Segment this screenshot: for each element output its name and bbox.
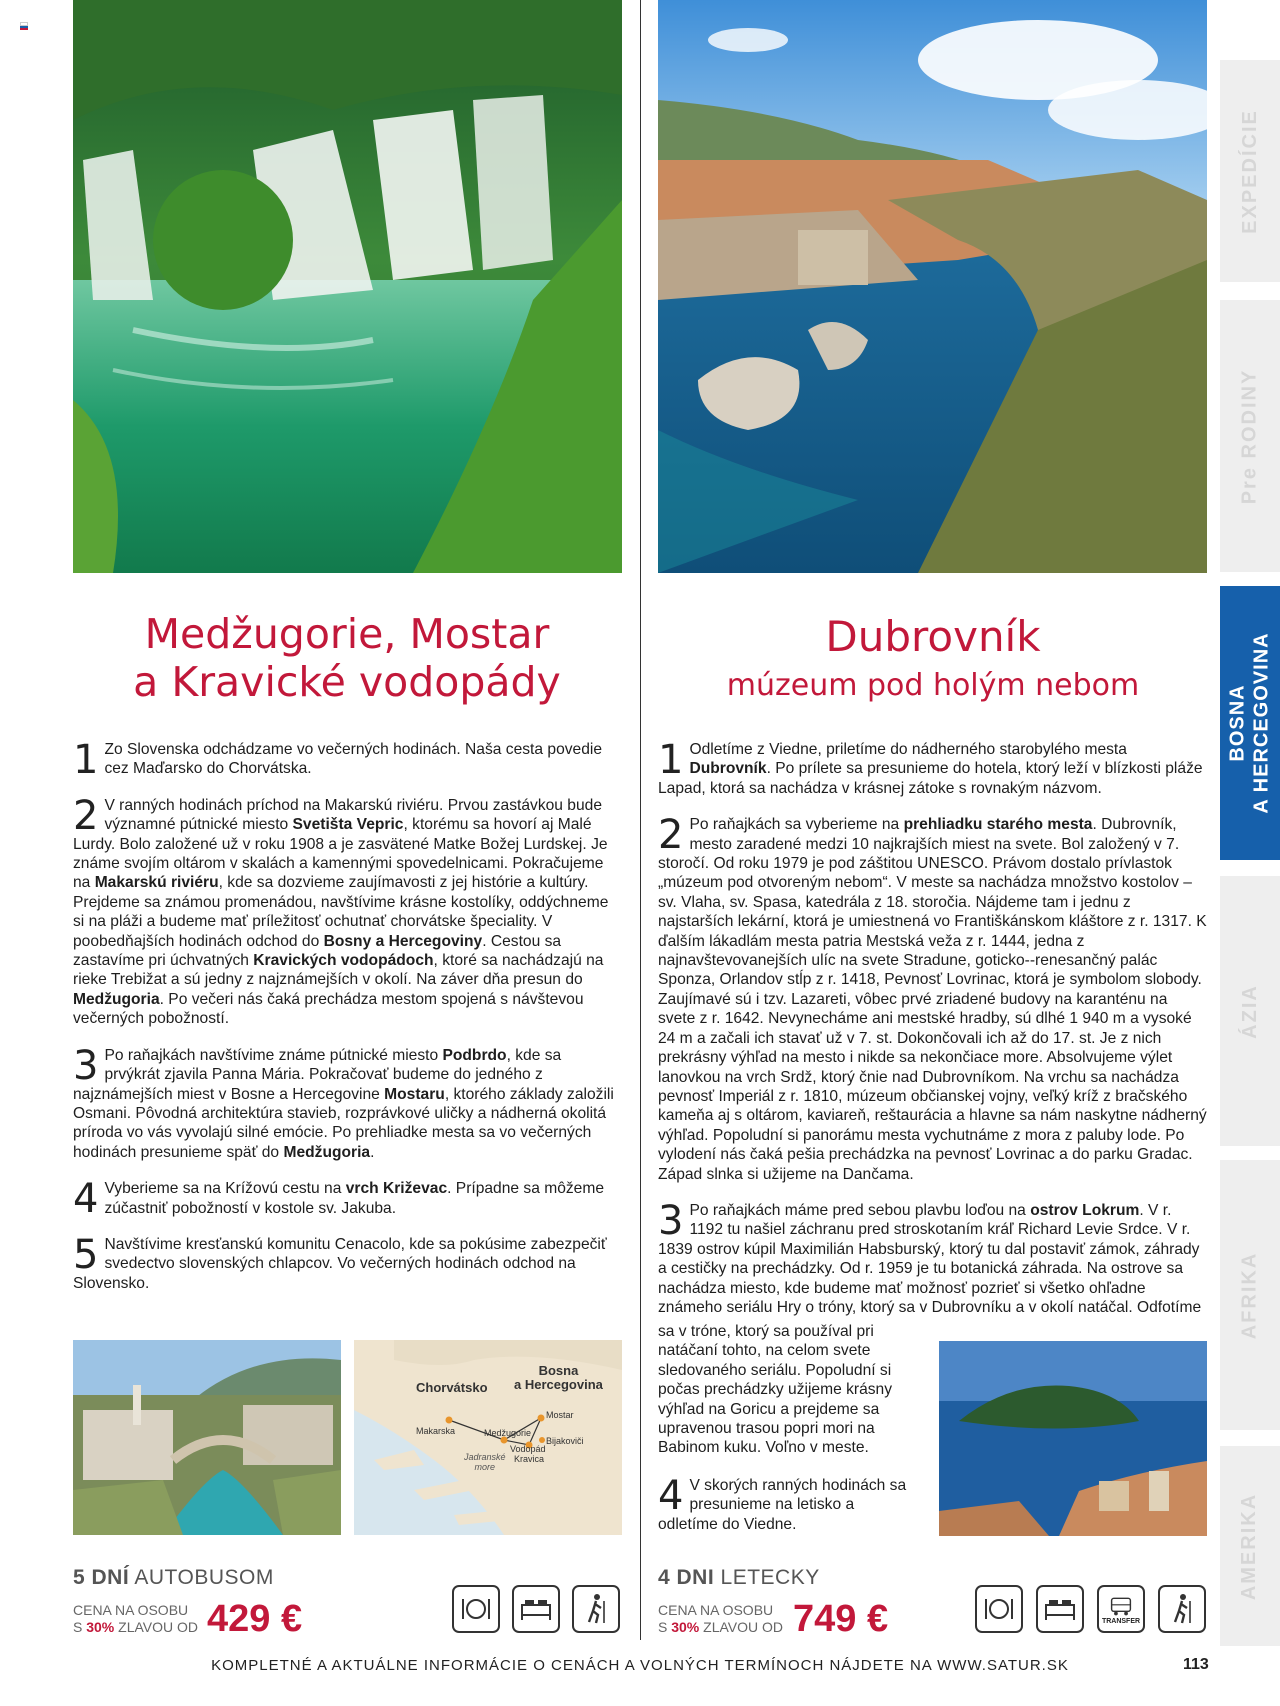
map-label-sea bbox=[464, 1452, 506, 1472]
transfer-label: TRANSFER bbox=[1101, 1617, 1141, 1625]
map-label-country-bih bbox=[514, 1364, 603, 1392]
day-number: 4 bbox=[73, 1176, 99, 1223]
day-number: 4 bbox=[658, 1473, 684, 1519]
side-tab-afrika[interactable] bbox=[1220, 1160, 1280, 1430]
price-discount-right: 30% bbox=[671, 1619, 700, 1635]
itinerary-day bbox=[73, 1176, 618, 1223]
side-tab-expedicie[interactable] bbox=[1220, 60, 1280, 282]
side-tab-afrika-label: AFRIKA bbox=[1238, 1251, 1261, 1339]
map-label-medzugorie: Medžugorie bbox=[484, 1428, 532, 1438]
price-label-left-line1: CENA NA OSOBU bbox=[73, 1602, 189, 1618]
day-number: 3 bbox=[658, 1197, 684, 1244]
duration-right-days: 4 DNI bbox=[658, 1566, 715, 1589]
day-text: Navštívime kresťanskú komunitu Cenacolo, kde sa pokúsime zabezpečiť svedectvo slovenských chlapcov. Vo večerných hodinách odchod na Slovensko. bbox=[73, 1235, 607, 1292]
side-tab-pre-rodiny[interactable] bbox=[1220, 300, 1280, 572]
itinerary-day bbox=[658, 1322, 908, 1458]
itinerary-day bbox=[73, 792, 618, 1029]
side-tab-bosna-hercegovina[interactable] bbox=[1220, 586, 1280, 860]
mostar-bridge-photo bbox=[73, 1340, 341, 1535]
itinerary-day bbox=[658, 1197, 1208, 1317]
side-tab-amerika-label: AMERIKA bbox=[1238, 1492, 1261, 1600]
side-tab-expedicie-label: EXPEDÍCIE bbox=[1238, 108, 1261, 234]
itinerary-right-wrap bbox=[658, 1322, 908, 1475]
itinerary-day bbox=[658, 737, 1208, 798]
itinerary-right-last bbox=[658, 1473, 908, 1551]
page-title-left bbox=[72, 610, 622, 707]
map-label-kravica: Kravica bbox=[514, 1454, 545, 1464]
bed-icon bbox=[512, 1585, 560, 1633]
bus-transfer-icon bbox=[1097, 1585, 1145, 1633]
page-title-right: Dubrovník bbox=[825, 612, 1041, 661]
itinerary-left bbox=[73, 737, 618, 1310]
kravice-waterfalls-photo bbox=[73, 0, 622, 573]
price-label-left-s: S bbox=[73, 1619, 83, 1635]
itinerary-day bbox=[658, 812, 1208, 1184]
price-label-right bbox=[658, 1602, 783, 1636]
page-subtitle-right: múzeum pod holým nebom bbox=[726, 668, 1140, 703]
duration-left-days: 5 DNÍ bbox=[73, 1566, 130, 1589]
day-text: Po raňajkách navštívime známe pútnické miesto Podbrdo, kde sa prvýkrát zjavila Panna Mária. Pokračovať budeme do jedného z najznámejších miest v Bosne a Hercegovine Mostaru, ktorého základy založili Osmani. Pôvodná architektúra stavieb, rozprávkové uličky a nádherná okolitá príroda vo vás vyvolajú silné emócie. Po prehliadke mesta sa vo večerných hodinách presunieme späť do Medžugoria. bbox=[73, 1046, 614, 1161]
side-tab-bosna-line1: BOSNA bbox=[1227, 684, 1250, 762]
side-tab-amerika[interactable] bbox=[1220, 1446, 1280, 1646]
price-label-right-rest: ZLAVOU OD bbox=[703, 1619, 784, 1635]
price-discount-left: 30% bbox=[86, 1619, 115, 1635]
page-number: 113 bbox=[1183, 1656, 1209, 1673]
map-label-sea-line2: more bbox=[474, 1462, 496, 1472]
price-right: 749 € bbox=[793, 1598, 889, 1640]
side-tab-bosna-label bbox=[1226, 632, 1274, 813]
duration-right-transport: LETECKY bbox=[720, 1566, 820, 1589]
bed-icon bbox=[1036, 1585, 1084, 1633]
map-label-bih-line2: a Hercegovina bbox=[514, 1377, 603, 1392]
map-label-bijakovici: Bijakoviči bbox=[546, 1436, 584, 1446]
itinerary-right bbox=[658, 737, 1208, 1317]
lokrum-island-photo bbox=[939, 1341, 1207, 1536]
price-label-left bbox=[73, 1602, 198, 1636]
duration-left-transport: AUTOBUSOM bbox=[134, 1566, 274, 1589]
map-label-makarska: Makarska bbox=[416, 1426, 456, 1436]
title-line-2: a Kravické vodopády bbox=[133, 658, 561, 707]
day-text: Odletíme z Viedne, priletíme do nádherného starobylého mesta Dubrovník. Po prílete sa presunieme do hotela, ktorý leží v blízkosti pláže Lapad, ktorá sa nachádza v krásnej zátoke s rovnakým názvom. bbox=[658, 741, 1203, 797]
day-number: 2 bbox=[658, 812, 684, 859]
itinerary-day bbox=[73, 1042, 618, 1162]
itinerary-day bbox=[73, 1231, 618, 1293]
map-label-country-croatia: Chorvátsko bbox=[416, 1380, 488, 1395]
meal-icon bbox=[452, 1585, 500, 1633]
meal-icon bbox=[975, 1585, 1023, 1633]
side-tab-azia-label: ÁZIA bbox=[1238, 983, 1261, 1039]
day-text: V ranných hodinách príchod na Makarskú riviéru. Prvou zastávkou bude významné pútnické miesto Svetišta Vepric, ktorému sa hovorí aj Malé Lurdy. Bolo založené už v roku 1908 a je zasvätené Matke Božej Lurdskej. Je známe svojím oltárom v skalách a kamennými spovedelnicami. Pokračujeme na Makarskú riviéru, kde sa dozvieme zaujímavosti z jej histórie a kultúry. Prejdeme sa známou promenádou, navštívime krásne kostolíky, oddýchneme si na pláži a budeme mať príležitosť ochutnať chorvátske špeciality. V poobedňajších hodinách odchod do Bosny a Hercegoviny. Cestou sa zastavíme pri úchvatných Kravických vodopádoch, ktoré sa nachádzajú na rieke Trebižat a sú jedny z najznámejších v okolí. Na záver dňa presun do Medžugoria. Po večeri nás čaká prechádza mestom spojená s návštevou večerných pobožností. bbox=[73, 796, 609, 1028]
map-label-mostar: Mostar bbox=[546, 1410, 574, 1420]
duration-right bbox=[658, 1566, 820, 1590]
day-text: V skorých ranných hodinách sa presunieme na letisko a odletíme do Viedne. bbox=[658, 1477, 907, 1533]
day-text: Vyberieme sa na Krížovú cestu na vrch Križevac. Prípadne sa môžeme zúčastniť pobožností v kostole sv. Jakuba. bbox=[104, 1180, 605, 1217]
day-number: 5 bbox=[73, 1231, 99, 1278]
day-number: 3 bbox=[73, 1042, 99, 1089]
footer-info: KOMPLETNÉ A AKTUÁLNE INFORMÁCIE O CENÁCH A VOLNÝCH TERMÍNOCH NÁJDETE NA WWW.SATUR.SK bbox=[211, 1657, 1069, 1674]
dubrovnik-photo bbox=[658, 0, 1207, 573]
duration-left bbox=[73, 1566, 274, 1590]
hiking-icon bbox=[572, 1585, 620, 1633]
price-label-right-line1: CENA NA OSOBU bbox=[658, 1602, 774, 1618]
hiking-icon bbox=[1158, 1585, 1206, 1633]
day-number: 1 bbox=[658, 737, 684, 783]
map-label-vodopad: Vodopád bbox=[510, 1444, 546, 1454]
day-number: 1 bbox=[73, 737, 99, 783]
itinerary-day bbox=[73, 737, 618, 783]
map-label-sea-line1: Jadranské bbox=[464, 1452, 506, 1462]
route-map bbox=[354, 1340, 622, 1535]
price-label-left-rest: ZLAVOU OD bbox=[118, 1619, 199, 1635]
side-tab-azia[interactable] bbox=[1220, 876, 1280, 1146]
day-text: Zo Slovenska odchádzame vo večerných hodinách. Naša cesta povedie cez Maďarsko do Chorvátska. bbox=[104, 741, 603, 778]
title-line-1: Medžugorie, Mostar bbox=[144, 610, 550, 658]
itinerary-day bbox=[658, 1473, 908, 1534]
day-text: Po raňajkách sa vyberieme na prehliadku starého mesta. Dubrovník, mesto zaradené medzi 10 najkrajších miest na svete. Bol založený v 7. storočí. Od roku 1979 je pod záštitou UNESCO. Právom dostalo prívlastok „múzeum pod otvoreným nebom“. V meste sa nachádza množstvo kostolov – sv. Vlaha, sv. Spasa, katedrála z 18. storočia. Nájdeme tam i jednu z najstarších lekární, ktorá je umiestnená vo Františkánskom kláštore z r. 1317. K ďalším lákadlám mesta patria Mestská veža z r. 1444, jedna z najnavštevovanejších ulíc na svete Stradune, goticko--renesančný palác Sponza, Orlandov stĺp z r. 1418, Pevnosť Lovrinac, ktorá je symbolom slobody. Zaujímavé sú i tzv. Lazareti, vôbec prvé zriadené budovy na karanténu na svete z r. 1642. Nevynecháme ani mestské hradby, sú dlhé 1 940 m a vysoké 24 m a začali ich stavať už v 7. st. Dokončovali ich až do 17. st. Je z nich prekrásny výhľad na mesto i nikde sa nekončiace more. Absolvujeme výlet lanovkou na vrch Srdž, ktorý čnie nad Dubrovníkom. Na vrchu sa nachádza pevnosť Imperiál z r. 1810, múzeum občianskej vojny, veľký kríž z bračského kameňa aj s oltárom, kaviareň, reštaurácia a hlavne sa nám naskytne nádherný výhľad. Popoludní si panorámu mesta vychutnáme z mora z paluby lode. Po vylodení nás čaká pešia prechádzka na pevnosť Lovrinac a do parku Gradac. Západ slnka si užijeme na Dančama. bbox=[658, 816, 1207, 1183]
side-tab-pre-rodiny-label: Pre RODINY bbox=[1238, 368, 1261, 504]
side-tab-bosna-line2: A HERCEGOVINA bbox=[1251, 632, 1274, 814]
price-label-right-s: S bbox=[658, 1619, 668, 1635]
column-divider bbox=[640, 0, 641, 1640]
price-left: 429 € bbox=[207, 1598, 303, 1640]
flag-icon bbox=[20, 22, 28, 28]
day-text: sa v tróne, ktorý sa používal pri natáčaní tohto, na celom svete sledovaného seriálu. Popoludní si počas prechádzky užijeme krásny výhľad na Goricu a prejdeme sa upravenou trasou popri mori na Babinom kuku. Voľno v meste. bbox=[658, 1323, 893, 1457]
day-number: 2 bbox=[73, 792, 99, 839]
map-label-bih-line1: Bosna bbox=[538, 1363, 579, 1378]
day-text: Po raňajkách máme pred sebou plavbu loďou na ostrov Lokrum. V r. 1192 tu našiel záchranu pred stroskotaním kráľ Richard Levie Srdce. V r. 1839 ostrov kúpil Maximilián Habsburský, ktorý tu dal postaviť zámok, záhrady a cestičky na prechádzky. Od r. 1959 je tu botanická záhrada. Na ostrove sa nachádza miesto, kde budeme mať možnosť pozrieť si všetko ohľadne známeho seriálu Hry o tróny, ktorý sa v Dubrovníku a v okolí natáčal. Odfotíme bbox=[658, 1201, 1202, 1316]
